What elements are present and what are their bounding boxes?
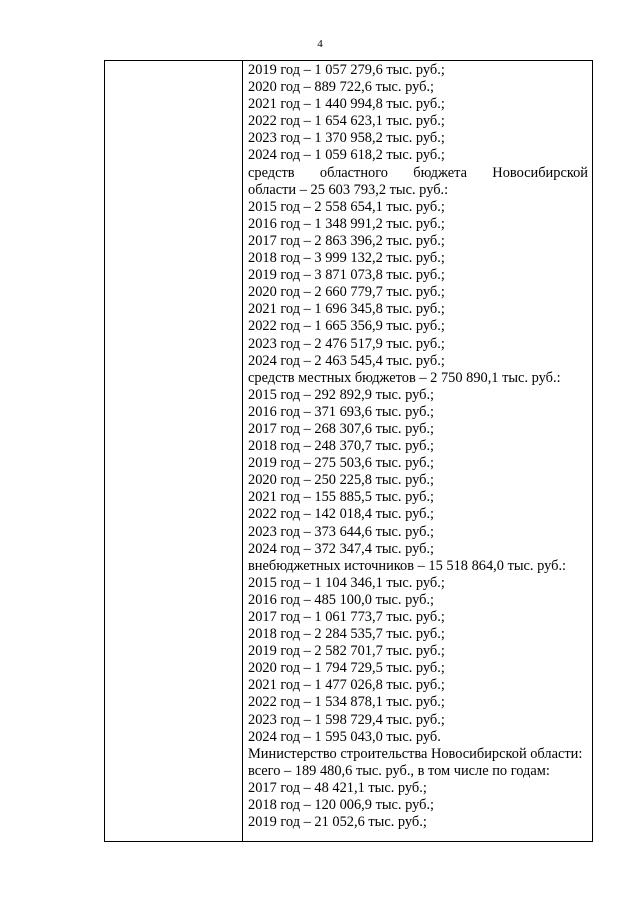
table-cell-right bbox=[243, 61, 593, 842]
text-line: 2019 год – 2 582 701,7 тыс. руб.; bbox=[248, 643, 445, 660]
text-line: 2017 год – 268 307,6 тыс. руб.; bbox=[248, 420, 435, 437]
text-line: 2022 год – 1 654 623,1 тыс. руб.; bbox=[248, 113, 445, 130]
text-line: 2017 год – 1 061 773,7 тыс. руб.; bbox=[248, 609, 445, 625]
text-line: 2021 год – 155 885,5 тыс. руб.; bbox=[248, 489, 435, 506]
text-line: 2015 год – 292 892,9 тыс. руб.; bbox=[248, 386, 435, 403]
text-line: 2024 год – 1 059 618,2 тыс. руб.; bbox=[248, 147, 445, 164]
text-line: 2019 год – 3 871 073,8 тыс. руб.; bbox=[248, 267, 445, 284]
text-line: 2023 год – 1 370 958,2 тыс. руб.; bbox=[248, 130, 445, 147]
text-line: 2022 год – 1 534 878,1 тыс. руб.; bbox=[248, 694, 445, 711]
text-line: 2016 год – 371 693,6 тыс. руб.; bbox=[248, 403, 435, 420]
text-line: 2017 год – 48 421,1 тыс. руб.; bbox=[248, 779, 427, 796]
table-cell-left bbox=[105, 61, 243, 842]
text-line: 2024 год – 1 595 043,0 тыс. руб. bbox=[248, 728, 441, 745]
text-line: 2018 год – 248 370,7 тыс. руб.; bbox=[248, 438, 435, 455]
table-row bbox=[105, 61, 593, 842]
text-line: 2018 год – 3 999 132,2 тыс. руб.; bbox=[248, 250, 445, 267]
text-line: 2020 год – 1 794 729,5 тыс. руб.; bbox=[248, 660, 445, 677]
text-line: 2018 год – 2 284 535,7 тыс. руб.; bbox=[248, 626, 445, 643]
text-line: 2022 год – 142 018,4 тыс. руб.; bbox=[248, 506, 435, 523]
text-line: 2018 год – 120 006,9 тыс. руб.; bbox=[248, 797, 435, 814]
financing-lines bbox=[243, 61, 592, 831]
text-line: средств областного бюджета Новосибирской bbox=[248, 164, 588, 181]
text-line: 2019 год – 275 503,6 тыс. руб.; bbox=[248, 455, 435, 472]
text-line: 2020 год – 2 660 779,7 тыс. руб.; bbox=[248, 284, 445, 301]
text-line: внебюджетных источников – 15 518 864,0 тыс. руб.: bbox=[248, 557, 567, 574]
text-line: области – 25 603 793,2 тыс. руб.: bbox=[248, 181, 449, 198]
text-line: 2022 год – 1 665 356,9 тыс. руб.; bbox=[248, 318, 445, 335]
text-line: 2019 год – 21 052,6 тыс. руб.; bbox=[248, 814, 427, 831]
text-line: 2023 год – 2 476 517,9 тыс. руб.; bbox=[248, 335, 445, 352]
text-line: 2021 год – 1 477 026,8 тыс. руб.; bbox=[248, 677, 445, 694]
text-line: 2015 год – 2 558 654,1 тыс. руб.; bbox=[248, 198, 445, 215]
financing-table bbox=[104, 60, 593, 842]
text-line: Министерство строительства Новосибирской области: bbox=[248, 745, 583, 762]
text-line: 2016 год – 1 348 991,2 тыс. руб.; bbox=[248, 215, 445, 232]
text-line: 2024 год – 2 463 545,4 тыс. руб.; bbox=[248, 352, 445, 369]
text-line: 2019 год – 1 057 279,6 тыс. руб.; bbox=[248, 62, 445, 78]
text-line: 2020 год – 250 225,8 тыс. руб.; bbox=[248, 472, 435, 489]
text-line: 2023 год – 373 644,6 тыс. руб.; bbox=[248, 523, 435, 540]
text-line: 2015 год – 1 104 346,1 тыс. руб.; bbox=[248, 574, 445, 591]
page-number: 4 bbox=[317, 38, 323, 50]
text-line: средств местных бюджетов – 2 750 890,1 тыс. руб.: bbox=[248, 369, 561, 386]
text-line: 2024 год – 372 347,4 тыс. руб.; bbox=[248, 540, 435, 557]
text-line: 2023 год – 1 598 729,4 тыс. руб.; bbox=[248, 711, 445, 728]
text-line: 2021 год – 1 440 994,8 тыс. руб.; bbox=[248, 96, 445, 113]
text-line: 2017 год – 2 863 396,2 тыс. руб.; bbox=[248, 232, 445, 249]
text-line: 2021 год – 1 696 345,8 тыс. руб.; bbox=[248, 301, 445, 318]
text-line: 2020 год – 889 722,6 тыс. руб.; bbox=[248, 79, 435, 96]
text-line: 2016 год – 485 100,0 тыс. руб.; bbox=[248, 591, 435, 608]
text-line: всего – 189 480,6 тыс. руб., в том числе по годам: bbox=[248, 762, 550, 779]
